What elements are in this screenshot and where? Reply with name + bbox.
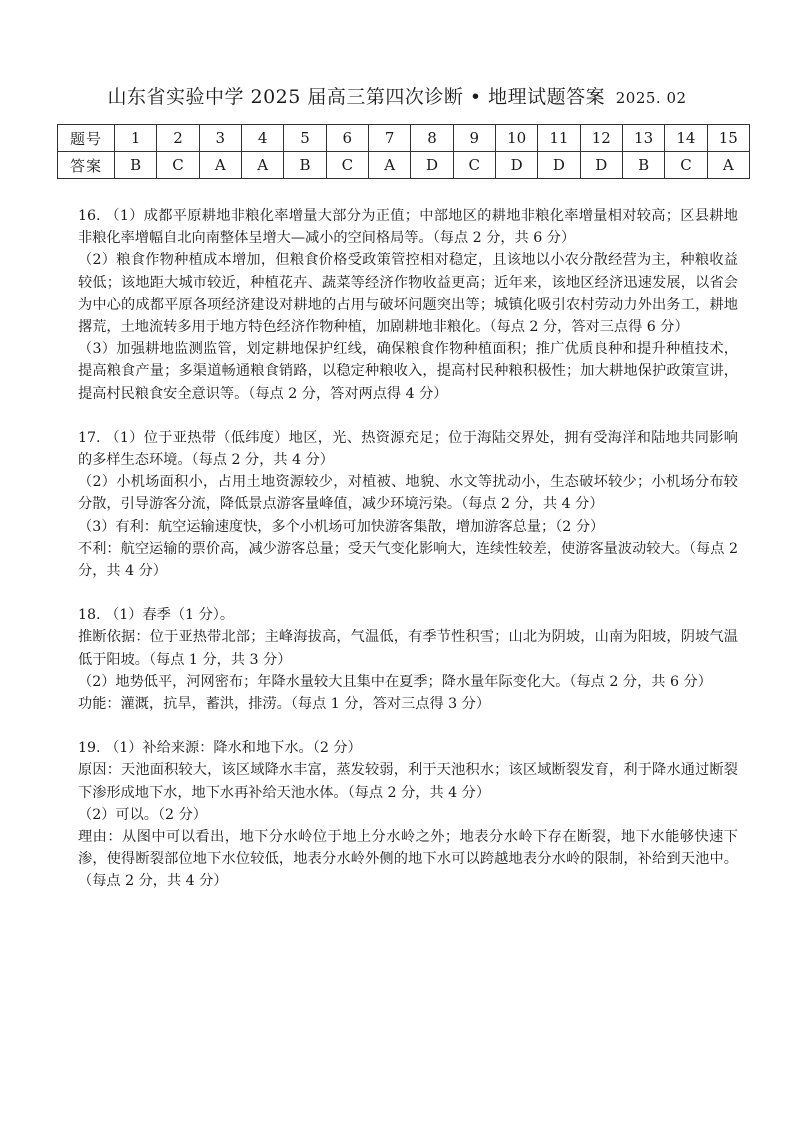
paragraph: 18. （1）春季（1 分）。 [78,607,235,624]
spacer [78,715,738,737]
answer-cell: A [368,152,410,179]
paragraph: 不利：航空运输的票价高，减少游客总量；受天气变化影响大，连续性较差，使游客量波动较大。（每点 2 分，共 4 分） [78,540,738,580]
question-number-cell: 14 [665,125,707,152]
paragraph: 推断依据：位于亚热带北部；主峰海拔高，气温低，有季节性积雪；山北为阴坡，山南为阳坡，阴坡气温低于阳坡。（每点 1 分，共 3 分） [78,629,738,668]
paragraph: 17. （1）位于亚热带（低纬度）地区，光、热资源充足；位于海陆交界处，拥有受海洋和陆地共同影响的多样生态环境。（每点 2 分，共 4 分） [78,429,738,469]
answer-cell: C [665,152,707,179]
title-text: 山东省实验中学 2025 届高三第四次诊断 • 地理试题答案 [107,86,606,108]
page-title [0,82,794,109]
question-number-cell: 9 [453,125,495,152]
answer-content [78,205,738,893]
question-19-answer [78,737,738,892]
answer-cell: A [199,152,241,179]
answer-cell: A [241,152,283,179]
answer-cell: B [284,152,326,179]
question-number-row [58,125,750,152]
question-number-cell: 3 [199,125,241,152]
question-number-cell: 13 [622,125,664,152]
answer-cell: D [495,152,537,179]
answer-table [57,124,750,179]
answer-cell: C [453,152,495,179]
paragraph: 功能：灌溉，抗旱，蓄洪，排涝。（每点 1 分，答对三点得 3 分） [78,696,491,713]
question-number-cell: 10 [495,125,537,152]
question-17-answer [78,427,738,582]
answer-row [58,152,750,179]
question-number-cell: 4 [241,125,283,152]
answer-cell: C [326,152,368,179]
paragraph: （3）有利：航空运输速度快，多个小机场可加快游客集散，增加游客总量；（2 分） [78,518,605,535]
answer-cell: D [411,152,453,179]
paragraph: 原因：天池面积较大，该区域降水丰富，蒸发较弱，利于天池积水；该区域断裂发育，利于降水通过断裂下渗形成地下水，地下水再补给天池水体。（每点 2 分，共 4 分） [78,762,738,801]
question-number-cell: 2 [157,125,199,152]
row-label-question: 题号 [58,125,115,152]
paragraph: （2）可以。（2 分） [78,806,207,823]
question-18-answer [78,604,738,715]
paragraph: （3）加强耕地监测监管，划定耕地保护红线，确保粮食作物种植面积；推广优质良种和提升种植技术，提高粮食产量；多渠道畅通粮食销路，以稳定种粮收入，提高村民种粮积极性；加大耕地保护政策宣讲，提高村民粮食安全意识等。（每点 2 分，答对两点得 4 分） [78,341,738,402]
row-label-answer: 答案 [58,152,115,179]
question-number-cell: 1 [115,125,157,152]
spacer [78,582,738,604]
question-number-cell: 6 [326,125,368,152]
answer-cell: B [115,152,157,179]
question-16-answer [78,205,738,405]
paragraph: 19. （1）补给来源：降水和地下水。（2 分） [78,740,362,757]
answer-cell: D [538,152,580,179]
spacer [78,405,738,427]
answer-cell: B [622,152,664,179]
paragraph: （2）小机场面积小，占用土地资源较少，对植被、地貌、水文等扰动小，生态破坏较少；小机场分布较分散，引导游客分流，降低景点游客量峰值，减少环境污染。（每点 2 分，共 4 分） [78,474,738,513]
answer-cell: C [157,152,199,179]
answer-cell: D [580,152,622,179]
paragraph: （2）地势低平，河网密布；年降水量较大且集中在夏季；降水量年际变化大。（每点 2 分，共 6 分） [78,673,712,690]
paragraph: 16. （1）成都平原耕地非粮化率增量大部分为正值；中部地区的耕地非粮化率增量相对较高；区县耕地非粮化率增幅自北向南整体呈增大—减小的空间格局等。（每点 2 分，共 6 分） [78,208,738,247]
paragraph: 理由：从图中可以看出，地下分水岭位于地上分水岭之外；地表分水岭下存在断裂，地下水能够快速下渗，使得断裂部位地下水位较低，地表分水岭外侧的地下水可以跨越地表分水岭的限制，补给到天池中。（每点 2 分，共 4 分） [78,829,738,890]
question-number-cell: 12 [580,125,622,152]
question-number-cell: 15 [707,125,749,152]
title-date: 2025. 02 [615,89,687,107]
question-number-cell: 11 [538,125,580,152]
question-number-cell: 8 [411,125,453,152]
paragraph: （2）粮食作物种植成本增加，但粮食价格受政策管控相对稳定，且该地以小农分散经营为主，种粮收益较低；该地距大城市较近，种植花卉、蔬菜等经济作物收益更高；近年来，该地区经济迅速发展，以省会为中心的成都平原各项经济建设对耕地的占用与破坏问题突出等；城镇化吸引农村劳动力外出务工，耕地撂荒，土地流转多用于地方特色经济作物种植，加剧耕地非粮化。（每点 2 分，答对三点得 6 分） [78,252,738,336]
question-number-cell: 7 [368,125,410,152]
answer-cell: A [707,152,749,179]
question-number-cell: 5 [284,125,326,152]
